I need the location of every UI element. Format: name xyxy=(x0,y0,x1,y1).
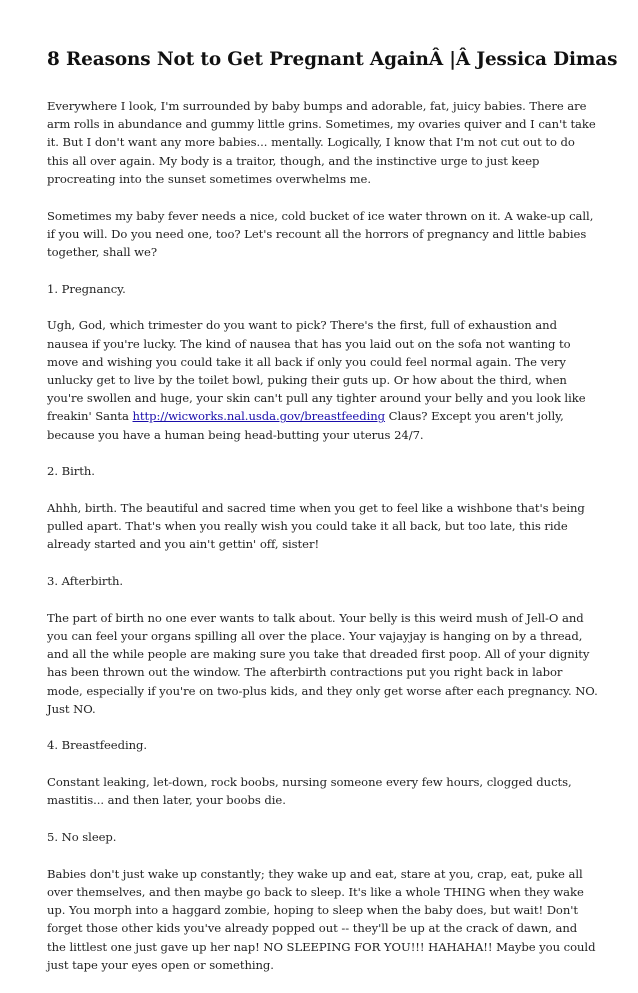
paragraph-breastfeeding: Constant leaking, let-down, rock boobs, nursing someone every few hours, clogged ducts, mastitis... and then later, your boobs die. xyxy=(47,775,572,808)
section-heading-afterbirth: 3. Afterbirth. xyxy=(47,574,124,589)
section-heading-birth: 2. Birth. xyxy=(47,464,95,479)
breastfeeding-link[interactable]: http://wicworks.nal.usda.gov/breastfeeding xyxy=(132,409,386,424)
section-heading-no-sleep: 5. No sleep. xyxy=(47,830,117,845)
paragraph-pregnancy-tail: Claus? Except you aren't jolly, because you have a human being head-butting your uterus 24/7. xyxy=(47,409,564,442)
paragraph-afterbirth: The part of birth no one ever wants to talk about. Your belly is this weird mush of Jell-O and you can feel your organs spilling all over the place. Your vajayjay is hanging on by a thread, and all the while people are making sure you take that dreaded first poop. All of your dignity has been thrown out the window. The afterbirth contractions put you right back in labor mode, especially if you're on two-plus kids, and they only get worse after each pregnancy. NO. Just NO. xyxy=(47,610,598,716)
document-page xyxy=(47,46,618,993)
section-heading-pregnancy: 1. Pregnancy. xyxy=(47,281,126,296)
paragraph-baby-fever: Sometimes my baby fever needs a nice, cold bucket of ice water thrown on it. A wake-up call, if you will. Do you need one, too? Let's recount all the horrors of pregnancy and little babies together, shall we? xyxy=(47,208,594,259)
paragraph-pregnancy-text: Ugh, God, which trimester do you want to pick? There's the first, full of exhaustion and nausea if you're lucky. The kind of nausea that has you laid out on the sofa not wanting to move and wishing you could take it all back if only you could feel normal again. The very unlucky get to live by the toilet bowl, puking their guts up. Or how about the third, when you're swollen and huge, your skin can't pull any tighter around your belly and you look like freakin' Santa xyxy=(47,318,586,424)
section-heading-breastfeeding: 4. Breastfeeding. xyxy=(47,738,148,753)
page-title: 8 Reasons Not to Get Pregnant AgainÂ |Â Jessica Dimas xyxy=(47,49,618,70)
paragraph-birth: Ahhh, birth. The beautiful and sacred time when you get to feel like a wishbone that's being pulled apart. That's when you really wish you could take it all back, but too late, this ride already started and you ain't gettin' off, sister! xyxy=(47,500,585,552)
paragraph-pregnancy xyxy=(47,316,598,443)
paragraph-no-sleep: Babies don't just wake up constantly; they wake up and eat, stare at you, crap, eat, puke all over themselves, and then maybe go back to sleep. It's like a whole THING when they wake up. You morph into a haggard zombie, hoping to sleep when the baby does, but wait! Don't forget those other kids you've already popped out -- they'll be up at the crack of dawn, and the littlest one just gave up her nap! NO SLEEPING FOR YOU!!! HAHAHA!! Maybe you could just tape your eyes open or something. xyxy=(47,866,596,972)
paragraph-intro: Everywhere I look, I'm surrounded by baby bumps and adorable, fat, juicy babies. There are arm rolls in abundance and gummy little grins. Sometimes, my ovaries quiver and I can't take it. But I don't want any more babies... mentally. Logically, I know that I'm not cut out to do this all over again. My body is a traitor, though, and the instinctive urge to just keep procreating into the sunset sometimes overwhelms me. xyxy=(47,99,596,186)
